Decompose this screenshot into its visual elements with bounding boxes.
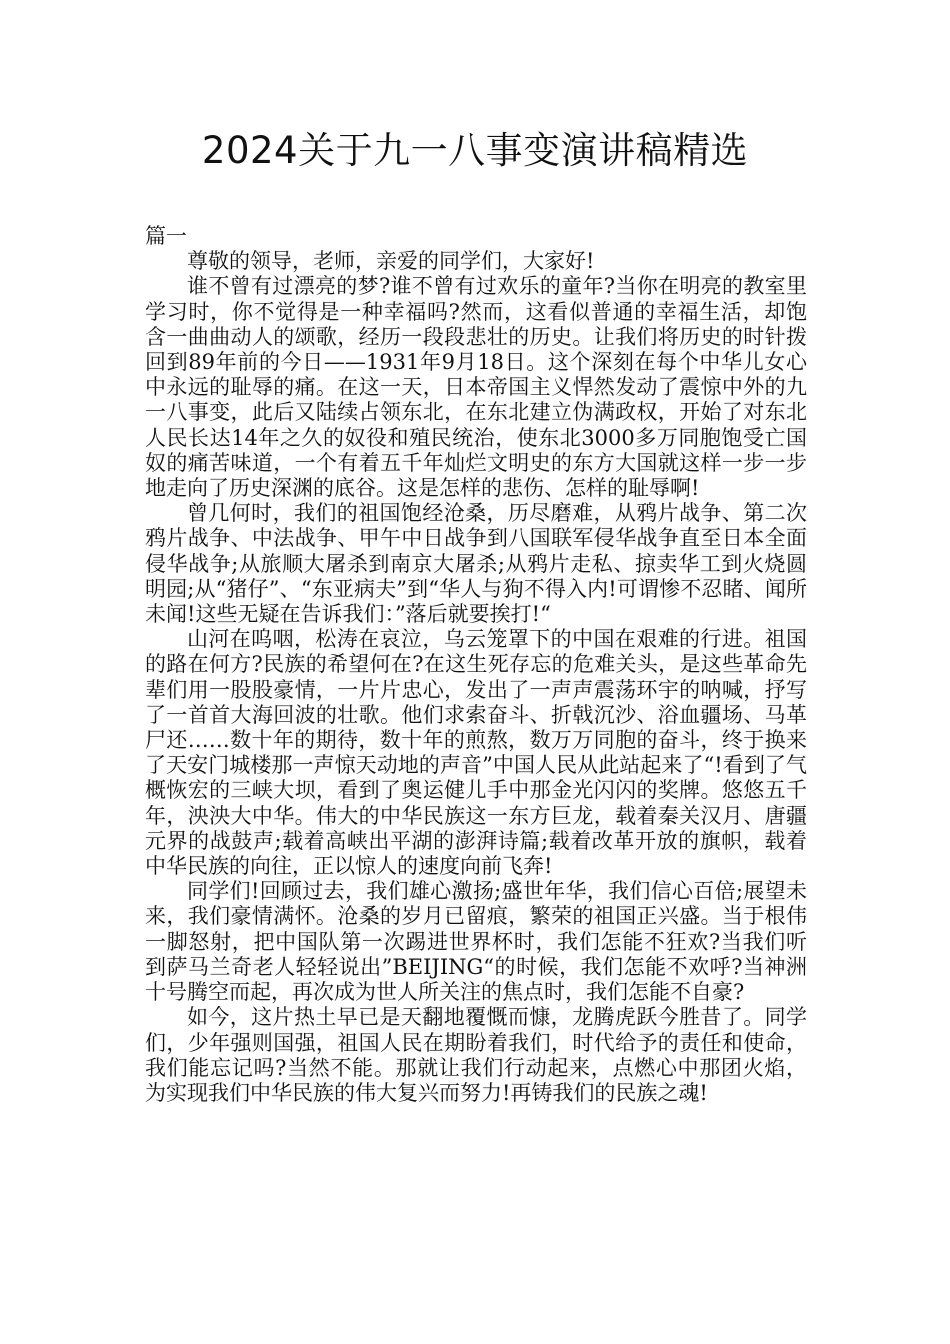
paragraph-revolution: 山河在呜咽，松涛在哀泣，乌云笼罩下的中国在艰难的行进。祖国的路在何方?民族的希望何在?在这生死存忘的危难关头，是这些革命先辈们用一股股豪情，一片片忠心，发出了一声声震荡环宇的呐喊，抒写了一首首大海回波的壮歌。他们求索奋斗、折戟沉沙、浴血疆场、马革尸还……数十年的期待，数十年的煎熬，数万万同胞的奋斗，终于换来了天安门城楼那一声惊天动地的声音”中国人民从此站起来了“!看到了气概恢宏的三峡大坝，看到了奥运健儿手中那金光闪闪的奖牌。悠悠五千年，泱泱大中华。伟大的中华民族这一东方巨龙，载着秦关汉月、唐疆元界的战鼓声;载着高峡出平湖的澎湃诗篇;载着改革开放的旗帜，载着中华民族的向往，正以惊人的速度向前飞奔! bbox=[145, 627, 807, 879]
document-body bbox=[145, 224, 807, 1106]
paragraph-history: 谁不曾有过漂亮的梦?谁不曾有过欢乐的童年?当你在明亮的教室里学习时，你不觉得是一种幸福吗?然而，这看似普通的幸福生活，却饱含一曲曲动人的颂歌，经历一段段悲壮的历史。让我们将历史的时针拨回到89年前的今日——1931年9月18日。这个深刻在每个中华儿女心中永远的耻辱的痛。在这一天，日本帝国主义悍然发动了震惊中外的九一八事变，此后又陆续占领东北，在东北建立伪满政权，开始了对东北人民长达14年之久的奴役和殖民统治，使东北3000多万同胞饱受亡国奴的痛苦味道，一个有着五千年灿烂文明史的东方大国就这样一步一步地走向了历史深渊的底谷。这是怎样的悲伤、怎样的耻辱啊! bbox=[145, 274, 807, 501]
paragraph-greeting: 尊敬的领导，老师，亲爱的同学们，大家好! bbox=[187, 249, 595, 274]
document-title: 2024关于九一八事变演讲稿精选 bbox=[201, 129, 749, 172]
section-label: 篇一 bbox=[145, 224, 187, 248]
paragraph-classmates: 同学们!回顾过去，我们雄心激扬;盛世年华，我们信心百倍;展望未来，我们豪情满怀。沧桑的岁月已留痕，繁荣的祖国正兴盛。当于根伟一脚怒射，把中国队第一次踢进世界杯时，我们怎能不狂欢?当我们听到萨马兰奇老人轻轻说出”BEIJING“的时候，我们怎能不欢呼?当神洲十号腾空而起，再次成为世人所关注的焦点时，我们怎能不自豪? bbox=[145, 879, 807, 1005]
paragraph-hardships: 曾几何时，我们的祖国饱经沧桑，历尽磨难，从鸦片战争、第二次鸦片战争、中法战争、甲午中日战争到八国联军侵华战争直至日本全面侵华战争;从旅顺大屠杀到南京大屠杀;从鸦片走私、掠卖华工到火烧圆明园;从“猪仔”、“东亚病夫”到“华人与狗不得入内!可谓惨不忍睹、闻所未闻!这些无疑在告诉我们：”落后就要挨打!“ bbox=[145, 501, 807, 627]
paragraph-conclusion: 如今，这片热土早已是天翻地覆慨而慷，龙腾虎跃今胜昔了。同学们，少年强则国强，祖国人民在期盼着我们，时代给予的责任和使命，我们能忘记吗?当然不能。那就让我们行动起来，点燃心中那团火焰，为实现我们中华民族的伟大复兴而努力!再铸我们的民族之魂! bbox=[145, 1005, 807, 1105]
